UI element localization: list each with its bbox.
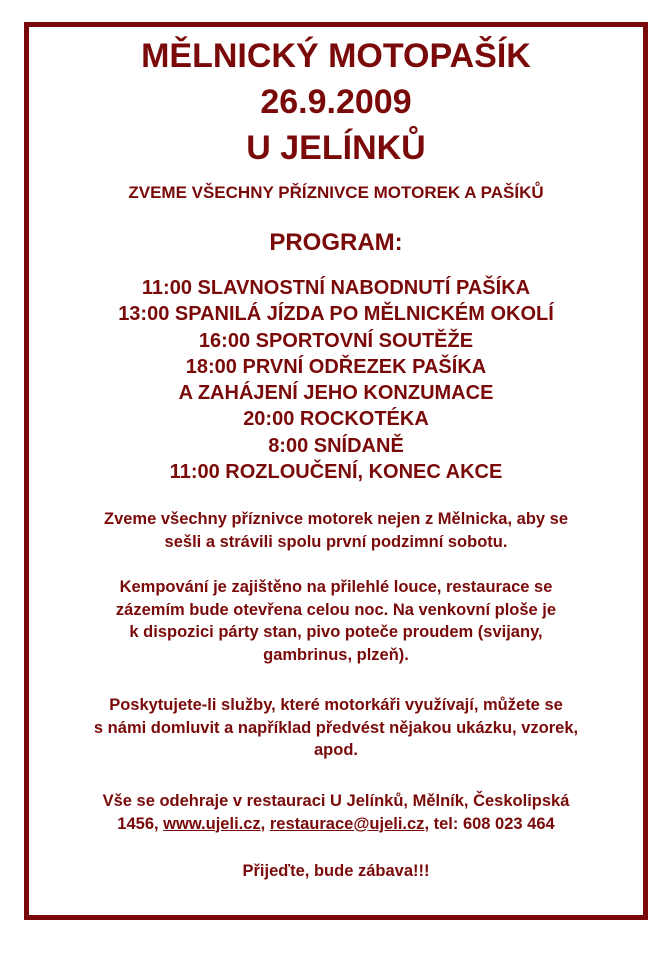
paragraph-line: sešli a strávili spolu první podzimní sobotu.: [164, 532, 508, 551]
program-heading: PROGRAM:: [269, 229, 403, 256]
contact-line: [0, 813, 672, 836]
program-item: 18:00 PRVNÍ ODŘEZEK PAŠÍKA: [185, 355, 487, 378]
paragraph-line: k dispozici párty stan, pivo poteče proudem (svijany,: [129, 623, 543, 641]
website-link[interactable]: www.ujeli.cz: [163, 814, 261, 833]
program-item: 20:00 ROCKOTÉKA: [243, 408, 429, 431]
contact-paragraph: [0, 790, 672, 835]
event-date: 26.9.2009: [260, 83, 412, 121]
invite-line: ZVEME VŠECHNY PŘÍZNIVCE MOTOREK A PAŠÍKŮ: [128, 183, 544, 202]
paragraph-line: s námi domluvit a například předvést nějakou ukázku, vzorek,: [93, 718, 579, 737]
program-item: A ZAHÁJENÍ JEHO KONZUMACE: [178, 382, 494, 405]
separator: ,: [260, 814, 270, 833]
program-list: [0, 275, 672, 485]
program-item: 16:00 SPORTOVNÍ SOUTĚŽE: [198, 329, 474, 352]
paragraph-line: Zveme všechny příznivce motorek nejen z Mělnicka, aby se: [103, 510, 569, 528]
program-item: 13:00 SPANILÁ JÍZDA PO MĚLNICKÉM OKOLÍ: [118, 303, 554, 326]
email-link[interactable]: restaurace@ujeli.cz: [269, 814, 425, 833]
paragraph-line: Kempování je zajištěno na přilehlé louce, restaurace se: [119, 578, 553, 596]
program-item: 11:00 ROZLOUČENÍ, KONEC AKCE: [169, 461, 503, 484]
program-item: 11:00 SLAVNOSTNÍ NABODNUTÍ PAŠÍKA: [141, 277, 531, 299]
phone-text: , tel: 608 023 464: [424, 814, 555, 833]
paragraph-line: zázemím bude otevřena celou noc. Na venkovní ploše je: [115, 600, 557, 619]
paragraph-line: Vše se odehraje v restauraci U Jelínků, Mělník, Českolipská: [102, 792, 570, 810]
paragraph-line: gambrinus, plzeň).: [263, 645, 409, 664]
program-item: 8:00 SNÍDANĚ: [268, 434, 404, 457]
camping-paragraph: [0, 576, 672, 666]
event-title: MĚLNICKÝ MOTOPAŠÍK: [141, 37, 531, 75]
event-venue: U JELÍNKŮ: [246, 129, 426, 167]
paragraph-line: Poskytujete-li služby, které motorkáři využívají, můžete se: [109, 696, 563, 714]
paragraph-line: apod.: [314, 741, 358, 759]
invitation-paragraph: [0, 508, 672, 553]
closing-line: Přijeďte, bude zábava!!!: [242, 862, 430, 880]
services-paragraph: [0, 694, 672, 762]
address-number: 1456,: [117, 814, 164, 833]
